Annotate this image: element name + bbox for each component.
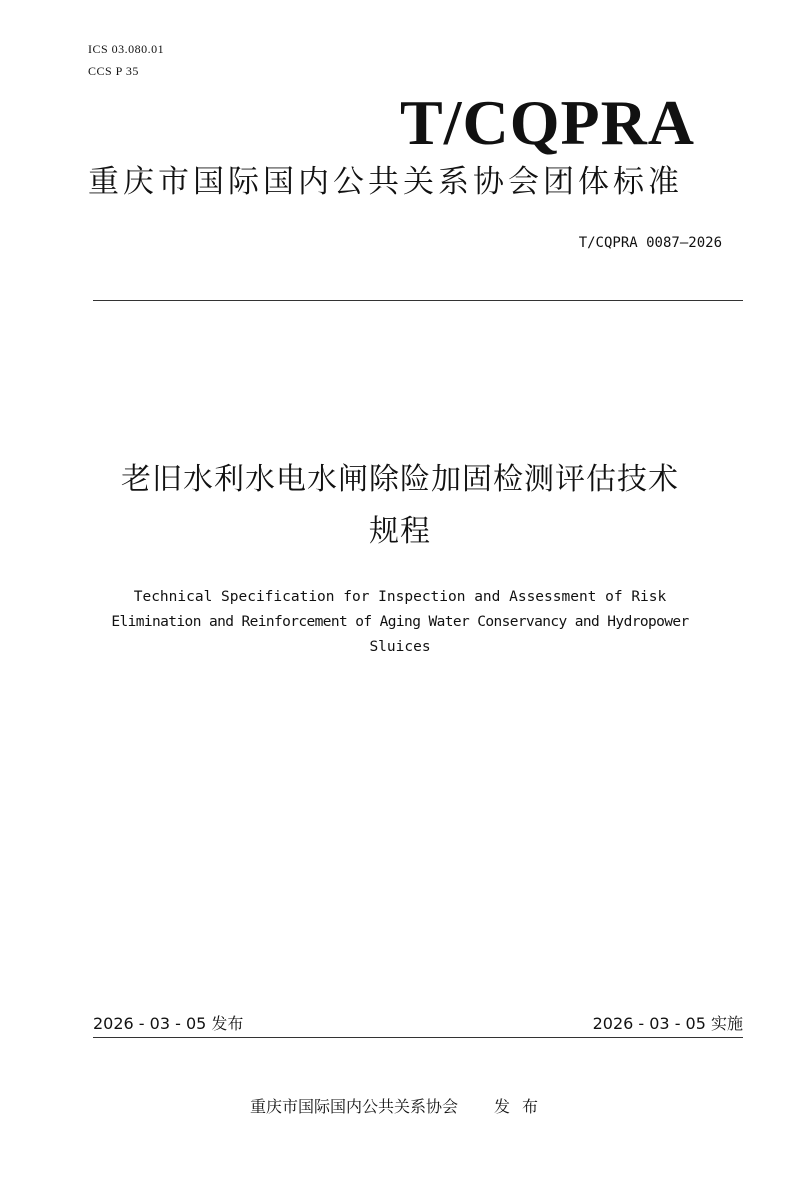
title-english-line-1: Technical Specification for Inspection and Assessment of Risk bbox=[133, 589, 667, 605]
ics-code: ICS 03.080.01 bbox=[88, 42, 165, 56]
bottom-divider bbox=[93, 1037, 743, 1038]
issuer-name: 重庆市国际国内公共关系协会 bbox=[249, 1097, 458, 1116]
ccs-code: CCS P 35 bbox=[88, 64, 139, 78]
issuer-line bbox=[0, 1096, 800, 1118]
standard-number: T/CQPRA 0087—2026 bbox=[578, 235, 722, 251]
issuer-action: 发布 bbox=[494, 1097, 551, 1116]
title-english-line-2: Elimination and Reinforcement of Aging Water Conservancy and Hydropower bbox=[111, 614, 689, 630]
top-divider bbox=[93, 300, 743, 301]
title-chinese-line-2: 规程 bbox=[369, 514, 431, 549]
implement-date: 2026 - 03 - 05 实施 bbox=[592, 1014, 743, 1033]
org-standard-name: 重庆市国际国内公共关系协会团体标准 bbox=[88, 164, 683, 200]
title-english-line-3: Sluices bbox=[369, 639, 431, 655]
org-code-logo: T/CQPRA bbox=[400, 87, 695, 158]
title-chinese-line-1: 老旧水利水电水闸除险加固检测评估技术 bbox=[121, 462, 679, 497]
publish-date: 2026 - 03 - 05 发布 bbox=[93, 1014, 244, 1033]
